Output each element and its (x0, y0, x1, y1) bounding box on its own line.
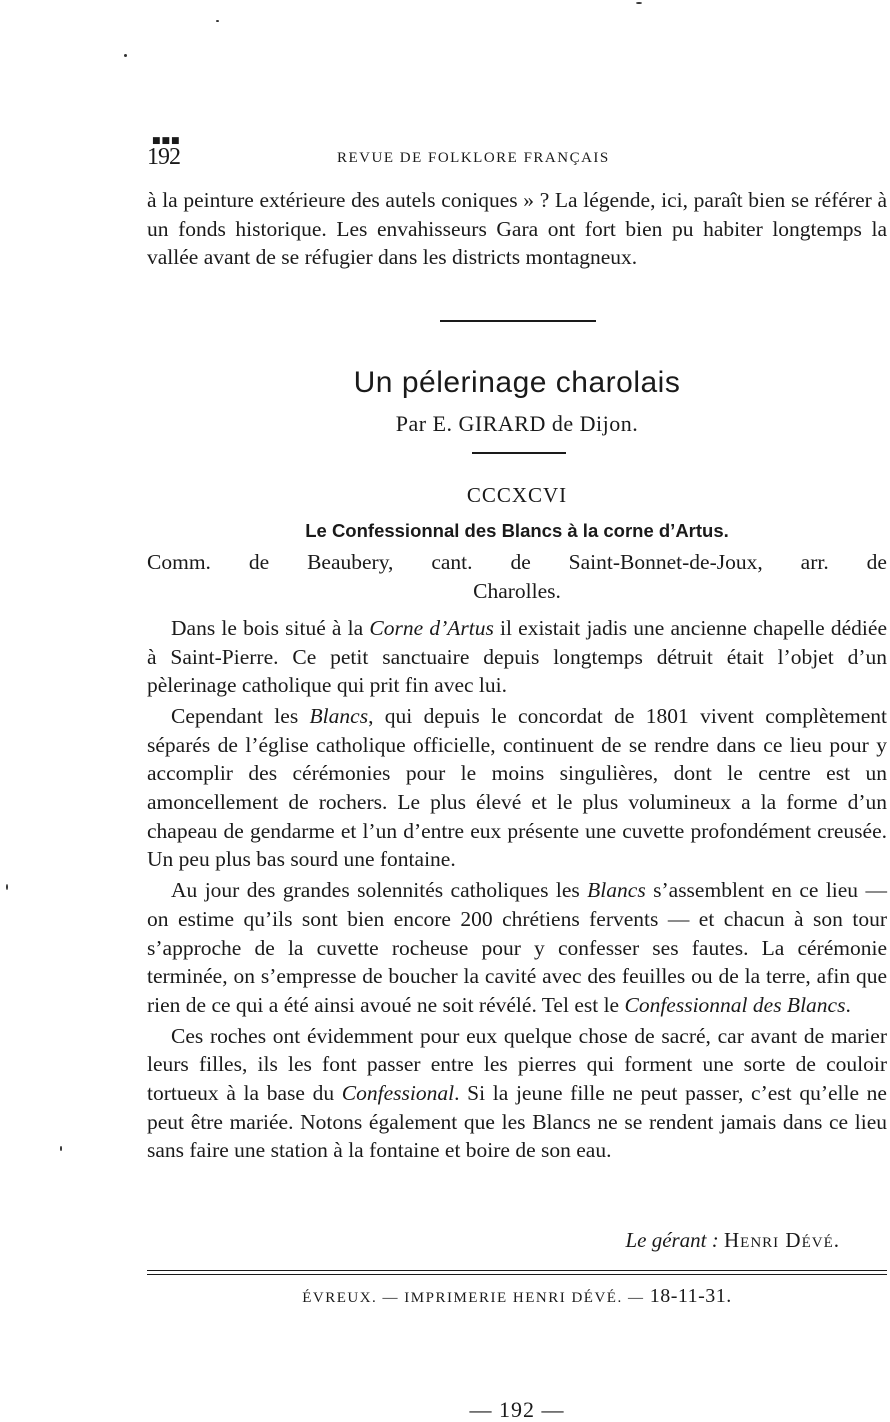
italic-run: Confessional (341, 1081, 455, 1105)
running-head (147, 136, 887, 174)
italic-run: Corne d’Artus (369, 616, 494, 640)
footer-rule-top (147, 1270, 887, 1271)
text-run: Ces roches ont évidemment pour eux quelque chose de sacré, car avant de marier leurs filles, ils les font passer entre les pierres qui forment une sorte de couloir tortueux à la base du (147, 1023, 887, 1105)
folio-number: 192 (147, 144, 180, 170)
article-byline: Par E. GIRARD de Dijon. (395, 411, 639, 436)
section-divider (440, 320, 596, 322)
text-run: Cependant les (171, 704, 310, 729)
scan-speck (636, 2, 642, 4)
printer-imprint (147, 1283, 887, 1311)
page-number: — 192 — (469, 1397, 565, 1422)
location-line-2: Charolles. (473, 578, 561, 603)
signature-role: Le gérant : (625, 1228, 719, 1252)
body-paragraph-4 (147, 1022, 887, 1165)
article-subtitle: Le Confessionnal des Blancs à la corne d’Artus. (305, 520, 729, 541)
text-run: s’assemblent en ce lieu — on estime qu’ils sont bien encore 200 chrétiens fervents — et chacun à son tour s’approche de la cuvette rocheuse pour y confesser ses fautes. La cérémonie terminée, on s’empresse de boucher la cavité avec des feuilles ou de la terre, afin que rien de ce qui a été ainsi avoué ne soit révélé. Tel est le (147, 878, 887, 1017)
body-paragraph-3 (147, 876, 887, 1019)
text-run: Dans le bois situé à la (171, 616, 370, 640)
imprint-text: ÉVREUX. — IMPRIMERIE HENRI DÉVÉ. — (302, 1290, 645, 1306)
page-folio (147, 136, 181, 171)
intro-paragraph-block (147, 186, 887, 272)
text-run: . (845, 992, 851, 1017)
title-divider (472, 452, 566, 454)
footer-rule-bottom (147, 1274, 887, 1275)
article-number: CCCXCVI (466, 483, 568, 507)
article-body (147, 614, 887, 1165)
body-paragraph-2 (147, 702, 887, 874)
italic-run: Confessionnal des Blancs (624, 992, 846, 1017)
scan-speck (6, 884, 8, 890)
location-word: Saint-Bonnet-de-Joux, (568, 550, 763, 574)
location-word: arr. (800, 550, 829, 574)
location-word: cant. (431, 550, 473, 574)
signature (147, 1226, 840, 1254)
article-location (147, 548, 887, 605)
body-paragraph-1 (147, 614, 887, 700)
location-word: Comm. (147, 550, 211, 574)
folio-mark: ■■■ (152, 136, 181, 146)
scan-speck (216, 20, 219, 22)
location-word: de (248, 550, 270, 574)
signature-name: Henri Dévé. (724, 1228, 840, 1252)
text-run: . Si la jeune fille ne peut passer, c’est qu’elle ne peut être mariée. Notons également que les Blancs ne se rendent jamais dans ce lieu sans faire une station à la fontaine et boire de son eau. (147, 1081, 887, 1163)
scan-speck (60, 1146, 62, 1151)
scan-speck (124, 54, 127, 57)
location-word: Beaubery, (307, 550, 394, 574)
article-title: Un pélerinage charolais (353, 366, 681, 399)
italic-run: Blancs (309, 704, 369, 729)
location-line-1 (147, 548, 887, 577)
text-run: il existait jadis une ancienne chapelle dédiée à Saint-Pierre. Ce petit sanctuaire depuis longtemps détruit était l’objet d’un pèlerinage catholique qui prit fin avec lui. (147, 616, 887, 698)
italic-run: Blancs (587, 878, 646, 903)
location-word: de (510, 550, 531, 574)
imprint-date: 18-11-31. (649, 1285, 732, 1307)
text-run: Au jour des grandes solennités catholiques les (171, 878, 588, 903)
location-word: de (866, 550, 887, 574)
text-run: , qui depuis le concordat de 1801 vivent complètement séparés de l’église catholique officielle, continuent de se rendre dans ce lieu pour y accomplir des cérémonies pour le moins singulières, dont le centre est un amoncellement de rochers. Le plus élevé et le plus volumineux a la forme d’un chapeau de gendarme et l’un d’entre eux présente une cuvette profondément creusée. Un peu plus bas sourd une fontaine. (147, 704, 887, 872)
journal-title: REVUE DE FOLKLORE FRANÇAIS (337, 150, 610, 166)
intro-paragraph: à la peinture extérieure des autels coniques » ? La légende, ici, paraît bien se référer à un fonds historique. Les envahisseurs Gara ont fort bien pu habiter longtemps la vallée avant de se réfugier dans les districts montagneux. (147, 188, 887, 270)
